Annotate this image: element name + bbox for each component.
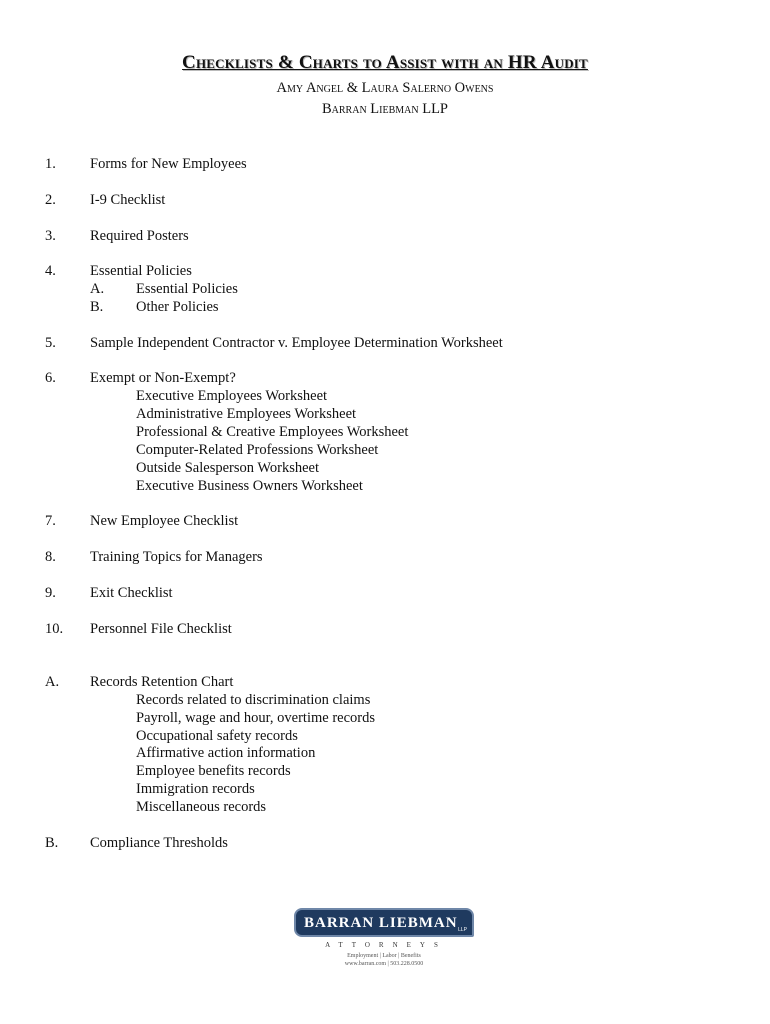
item-4b-letter: B. bbox=[90, 299, 104, 315]
item-10-label: Personnel File Checklist bbox=[90, 621, 232, 637]
appendix-b-letter: B. bbox=[45, 835, 59, 851]
item-6-sub-2: Administrative Employees Worksheet bbox=[136, 406, 357, 422]
item-8-label: Training Topics for Managers bbox=[90, 549, 263, 565]
item-6-sub-6: Executive Business Owners Worksheet bbox=[136, 478, 363, 494]
item-6-sub-3: Professional & Creative Employees Worksheet bbox=[136, 424, 409, 440]
appendix-a-sub-1: Records related to discrimination claims bbox=[136, 692, 371, 708]
logo-name: BARRAN LIEBMAN bbox=[304, 915, 458, 931]
item-9-label: Exit Checklist bbox=[90, 585, 173, 601]
item-3-number: 3. bbox=[45, 228, 56, 244]
item-2-number: 2. bbox=[45, 192, 56, 208]
logo-llp: LLP bbox=[458, 927, 467, 933]
appendix-a-sub-5: Employee benefits records bbox=[136, 763, 291, 779]
item-1-label: Forms for New Employees bbox=[90, 156, 247, 172]
item-4a-label: Essential Policies bbox=[136, 281, 238, 297]
item-7-label: New Employee Checklist bbox=[90, 513, 239, 529]
appendix-a-label: Records Retention Chart bbox=[90, 674, 234, 690]
logo-contact: www.barran.com | 503.228.0500 bbox=[344, 961, 424, 967]
item-3-label: Required Posters bbox=[90, 228, 189, 244]
item-4-label: Essential Policies bbox=[90, 263, 192, 279]
item-5-number: 5. bbox=[45, 335, 56, 351]
item-6-sub-1: Executive Employees Worksheet bbox=[136, 388, 328, 404]
appendix-a-sub-7: Miscellaneous records bbox=[136, 799, 267, 815]
logo-attorneys: ATTORNEYS bbox=[325, 941, 447, 949]
firm-name: Barran Liebman LLP bbox=[321, 101, 448, 117]
logo-badge bbox=[294, 908, 474, 937]
appendix-a-sub-6: Immigration records bbox=[136, 781, 255, 797]
item-4b-label: Other Policies bbox=[136, 299, 219, 315]
item-6-label: Exempt or Non-Exempt? bbox=[90, 370, 236, 386]
item-4a-letter: A. bbox=[90, 281, 105, 297]
document-title: Checklists & Charts to Assist with an HR Audit bbox=[182, 52, 588, 73]
item-6-number: 6. bbox=[45, 370, 56, 386]
item-8-number: 8. bbox=[45, 549, 56, 565]
item-1-number: 1. bbox=[45, 156, 56, 172]
authors: Amy Angel & Laura Salerno Owens bbox=[276, 80, 494, 96]
appendix-a-sub-4: Affirmative action information bbox=[136, 745, 316, 761]
appendix-a-sub-2: Payroll, wage and hour, overtime records bbox=[136, 710, 375, 726]
item-4-number: 4. bbox=[45, 263, 56, 279]
item-2-label: I-9 Checklist bbox=[90, 192, 166, 208]
item-9-number: 9. bbox=[45, 585, 56, 601]
appendix-a-letter: A. bbox=[45, 674, 60, 690]
item-7-number: 7. bbox=[45, 513, 56, 529]
item-6-sub-5: Outside Salesperson Worksheet bbox=[136, 460, 320, 476]
appendix-a-sub-3: Occupational safety records bbox=[136, 728, 298, 744]
item-10-number: 10. bbox=[45, 621, 64, 637]
item-5-label: Sample Independent Contractor v. Employee Determination Worksheet bbox=[90, 335, 503, 351]
item-6-sub-4: Computer-Related Professions Worksheet bbox=[136, 442, 379, 458]
appendix-b-label: Compliance Thresholds bbox=[90, 835, 228, 851]
logo-tagline: Employment | Labor | Benefits bbox=[347, 953, 421, 959]
